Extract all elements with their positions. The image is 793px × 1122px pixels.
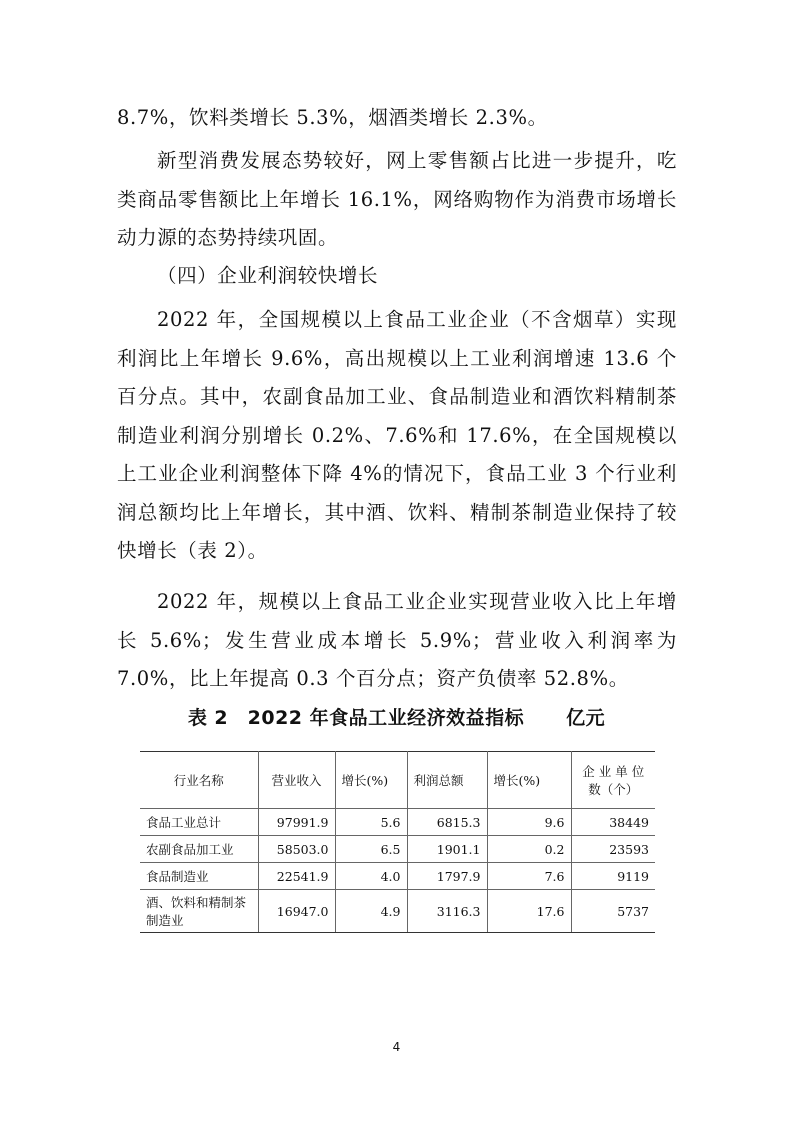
header-enterprise-count: 企 业 单 位 数（个）	[571, 752, 655, 809]
cell-profit: 6815.3	[407, 809, 487, 836]
cell-revenue-growth: 5.6	[335, 809, 407, 836]
cell-enterprise-count: 9119	[571, 863, 655, 890]
cell-industry-name: 食品工业总计	[140, 809, 258, 836]
cell-profit-growth: 9.6	[487, 809, 571, 836]
cell-revenue-growth: 4.0	[335, 863, 407, 890]
cell-profit-growth: 0.2	[487, 836, 571, 863]
cell-profit: 1797.9	[407, 863, 487, 890]
cell-revenue-growth: 4.9	[335, 890, 407, 933]
table-row	[140, 809, 655, 836]
paragraph-retail-growth-end: 8.7%，饮料类增长 5.3%，烟酒类增长 2.3%。	[117, 106, 548, 129]
cell-enterprise-count: 5737	[571, 890, 655, 933]
header-industry-name: 行业名称	[140, 752, 258, 809]
header-revenue: 营业收入	[258, 752, 335, 809]
table-unit: 亿元	[566, 707, 606, 729]
header-profit: 利润总额	[407, 752, 487, 809]
table-row	[140, 890, 655, 933]
table-caption: 表 2 2022 年食品工业经济效益指标	[187, 707, 525, 729]
paragraph-revenue-summary: 2022 年，规模以上食品工业企业实现营业收入比上年增长 5.6%；发生营业成本增长 5.9%；营业收入利润率为 7.0%，比上年提高 0.3 个百分点；资产负债率 52.8%。	[117, 590, 677, 690]
cell-industry-name: 食品制造业	[140, 863, 258, 890]
cell-industry-name: 农副食品加工业	[140, 836, 258, 863]
table-header-row	[140, 752, 655, 809]
cell-revenue: 16947.0	[258, 890, 335, 933]
section-heading: （四）企业利润较快增长	[157, 264, 379, 287]
cell-profit-growth: 7.6	[487, 863, 571, 890]
cell-revenue: 97991.9	[258, 809, 335, 836]
cell-enterprise-count: 23593	[571, 836, 655, 863]
header-profit-growth: 增长(%)	[487, 752, 571, 809]
header-revenue-growth: 增长(%)	[335, 752, 407, 809]
cell-profit: 1901.1	[407, 836, 487, 863]
cell-profit-growth: 17.6	[487, 890, 571, 933]
cell-revenue: 58503.0	[258, 836, 335, 863]
cell-profit: 3116.3	[407, 890, 487, 933]
cell-revenue: 22541.9	[258, 863, 335, 890]
economic-indicators-table	[140, 751, 655, 933]
cell-revenue-growth: 6.5	[335, 836, 407, 863]
paragraph-enterprise-profit: 2022 年，全国规模以上食品工业企业（不含烟草）实现利润比上年增长 9.6%，高出规模以上工业利润增速 13.6 个百分点。其中，农副食品加工业、食品制造业和酒饮料精制茶制造业利润分别增长 0.2%、7.6%和 17.6%，在全国规模以上工业企业利润整体下降 4%的情况下，食品工业 3 个行业利润总额均比上年增长，其中酒、饮料、精制茶制造业保持了较快增长（表 2）。	[117, 308, 677, 562]
paragraph-online-consumption: 新型消费发展态势较好，网上零售额占比进一步提升，吃类商品零售额比上年增长 16.1%，网络购物作为消费市场增长动力源的态势持续巩固。	[117, 149, 677, 249]
page-number: 4	[392, 1040, 401, 1054]
cell-industry-name: 酒、饮料和精制茶制造业	[140, 890, 258, 933]
table-title	[0, 703, 793, 730]
table-row	[140, 836, 655, 863]
cell-enterprise-count: 38449	[571, 809, 655, 836]
table-row	[140, 863, 655, 890]
